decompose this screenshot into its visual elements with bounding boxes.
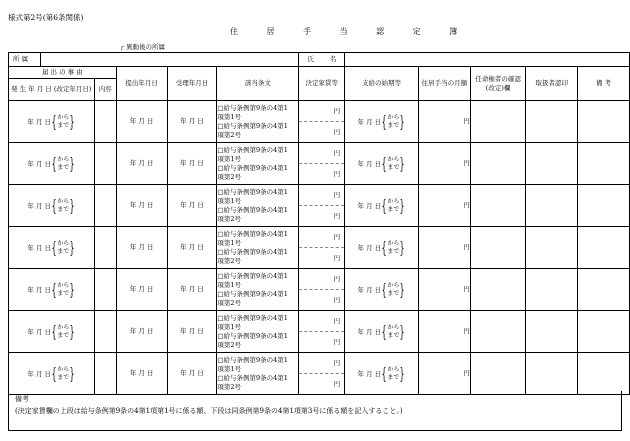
law-option-2-cont: 項第2号 (217, 130, 242, 139)
notice-reason-header: 届 出 の 事 由 (9, 67, 117, 79)
record-row (9, 185, 630, 227)
law-option-1-cont: 項第1号 (217, 112, 242, 121)
content-cell[interactable] (94, 311, 116, 353)
content-cell[interactable] (94, 185, 116, 227)
rent-lower-yen: 円 (333, 254, 341, 262)
brace-close-icon: } (399, 111, 406, 131)
approver-check-cell[interactable] (470, 311, 526, 353)
receipt-date-cell[interactable]: 年 月 日 (167, 311, 217, 353)
brace-close-icon: } (399, 153, 406, 173)
law-option-1: □給与条例第9条の4第1 (217, 355, 288, 364)
law-option-1: □給与条例第9条の4第1 (217, 229, 288, 238)
until-label: まで (387, 331, 400, 339)
submit-date-cell[interactable]: 年 月 日 (116, 311, 167, 353)
applicable-article-cell[interactable] (217, 353, 299, 395)
brace-icon: { (51, 279, 57, 299)
law-option-2: □給与条例第9条の4第1 (217, 205, 288, 214)
until-label: まで (387, 121, 400, 129)
from-until (387, 114, 399, 130)
rent-upper-yen: 円 (299, 353, 344, 374)
handler-stamp-cell[interactable] (526, 227, 578, 269)
occurrence-date-cell[interactable] (9, 227, 95, 269)
from-until (387, 324, 399, 340)
applicable-article-cell[interactable] (217, 227, 299, 269)
from-until (57, 156, 69, 172)
rent-lower-yen: 円 (333, 128, 341, 136)
affiliation-input[interactable] (40, 53, 298, 67)
date-template: 年 月 日 (357, 243, 382, 252)
content-cell[interactable] (94, 353, 116, 395)
record-row (9, 269, 630, 311)
brace-icon: { (381, 111, 387, 131)
rent-upper-yen: 円 (299, 269, 344, 290)
until-label: まで (387, 205, 400, 213)
handler-stamp-cell[interactable] (526, 143, 578, 185)
from-label: から (387, 197, 400, 205)
brace-close-icon: } (69, 111, 75, 131)
decided-rent-cell[interactable] (299, 269, 345, 311)
until-label: まで (57, 331, 70, 339)
brace-icon: { (51, 111, 57, 131)
brace-icon: { (51, 195, 57, 215)
monthly-amount-cell[interactable]: 円 (418, 101, 470, 143)
name-label: 氏 名 (299, 53, 345, 67)
applicable-article-cell[interactable] (217, 311, 299, 353)
content-header: 内容 (94, 79, 116, 101)
occurrence-date-cell[interactable] (9, 143, 95, 185)
from-until (57, 366, 69, 382)
monthly-amount-header: 住居手当の月額 (418, 67, 470, 101)
until-label: まで (57, 121, 70, 129)
from-label: から (57, 113, 70, 121)
from-label: から (57, 197, 70, 205)
content-cell[interactable] (94, 143, 116, 185)
decided-rent-cell[interactable] (299, 101, 345, 143)
date-template: 年 月 日 (27, 159, 52, 168)
remarks-cell[interactable] (578, 227, 630, 269)
applicable-article-cell[interactable] (217, 143, 299, 185)
date-template: 年 月 日 (357, 285, 382, 294)
rent-upper-yen: 円 (299, 101, 344, 122)
approver-check-cell[interactable] (470, 269, 526, 311)
brace-close-icon: } (399, 195, 406, 215)
applicable-article-cell[interactable] (217, 269, 299, 311)
receipt-date-header: 受理年月日 (167, 67, 217, 101)
remarks-cell[interactable] (578, 311, 630, 353)
from-label: から (57, 365, 70, 373)
until-label: まで (57, 163, 70, 171)
law-option-1-cont: 項第1号 (217, 154, 242, 163)
brace-close-icon: } (399, 279, 406, 299)
date-template: 年 月 日 (357, 327, 382, 336)
from-label: から (57, 239, 70, 247)
corner-mark: ┌ (120, 43, 124, 51)
handler-stamp-cell[interactable] (526, 353, 578, 395)
law-option-1: □給与条例第9条の4第1 (217, 187, 288, 196)
brace-icon: { (381, 279, 387, 299)
footer-remarks (8, 391, 622, 431)
occurrence-date-cell[interactable] (9, 311, 95, 353)
brace-close-icon: } (399, 321, 406, 341)
rent-upper-yen: 円 (299, 143, 344, 164)
brace-close-icon: } (69, 279, 75, 299)
law-option-1-cont: 項第1号 (217, 364, 242, 373)
brace-icon: { (381, 363, 387, 383)
approver-check-cell[interactable] (470, 101, 526, 143)
from-until (57, 324, 69, 340)
remarks-cell[interactable] (578, 269, 630, 311)
content-cell[interactable] (94, 101, 116, 143)
until-label: まで (57, 289, 70, 297)
approver-check-cell[interactable] (470, 185, 526, 227)
from-label: から (57, 155, 70, 163)
until-label: まで (57, 247, 70, 255)
approver-check-cell[interactable] (470, 143, 526, 185)
receipt-date-cell[interactable]: 年 月 日 (167, 353, 217, 395)
decided-rent-cell[interactable] (299, 311, 345, 353)
record-row (9, 353, 630, 395)
submit-date-cell[interactable]: 年 月 日 (116, 227, 167, 269)
occurrence-date-cell[interactable] (9, 269, 95, 311)
record-row (9, 101, 630, 143)
from-until (57, 282, 69, 298)
submit-date-cell[interactable]: 年 月 日 (116, 269, 167, 311)
rent-upper-yen: 円 (299, 227, 344, 248)
brace-close-icon: } (69, 237, 75, 257)
from-label: から (387, 281, 400, 289)
remarks-cell[interactable] (578, 143, 630, 185)
content-cell[interactable] (94, 269, 116, 311)
law-option-1: □給与条例第9条の4第1 (217, 145, 288, 154)
receipt-date-cell[interactable]: 年 月 日 (167, 269, 217, 311)
from-until (57, 198, 69, 214)
from-until (387, 198, 399, 214)
submit-date-cell[interactable]: 年 月 日 (116, 101, 167, 143)
rent-lower-yen: 円 (333, 170, 341, 178)
record-row (9, 227, 630, 269)
law-option-1-cont: 項第1号 (217, 322, 242, 331)
brace-icon: { (381, 153, 387, 173)
submit-date-cell[interactable]: 年 月 日 (116, 185, 167, 227)
receipt-date-cell[interactable]: 年 月 日 (167, 101, 217, 143)
from-label: から (57, 281, 70, 289)
until-label: まで (387, 163, 400, 171)
law-option-1-cont: 項第1号 (217, 238, 242, 247)
brace-close-icon: } (69, 321, 75, 341)
rent-upper-yen: 円 (299, 185, 344, 206)
date-template: 年 月 日 (357, 117, 382, 126)
remarks-cell[interactable] (578, 185, 630, 227)
decided-rent-cell[interactable] (299, 353, 345, 395)
brace-close-icon: } (69, 153, 75, 173)
law-option-2: □給与条例第9条の4第1 (217, 121, 288, 130)
receipt-date-cell[interactable]: 年 月 日 (167, 143, 217, 185)
from-label: から (387, 239, 400, 247)
from-label: から (57, 323, 70, 331)
from-until (387, 282, 399, 298)
remarks-cell[interactable] (578, 353, 630, 395)
law-option-1: □給与条例第9条の4第1 (217, 103, 288, 112)
law-option-2: □給与条例第9条の4第1 (217, 247, 288, 256)
submit-date-cell[interactable]: 年 月 日 (116, 143, 167, 185)
until-label: まで (387, 247, 400, 255)
from-until (57, 240, 69, 256)
date-template: 年 月 日 (27, 369, 52, 378)
from-until (57, 114, 69, 130)
law-option-2-cont: 項第2号 (217, 340, 242, 349)
after-move-note (120, 42, 165, 51)
receipt-date-cell[interactable]: 年 月 日 (167, 185, 217, 227)
submit-date-cell[interactable]: 年 月 日 (116, 353, 167, 395)
form-id: 様式第2号(第6条関係) (8, 13, 84, 22)
page-title: 住 居 手 当 認 定 簿 (230, 27, 468, 36)
rent-lower-yen: 円 (333, 338, 341, 346)
from-until (387, 366, 399, 382)
from-label: から (387, 323, 400, 331)
rent-upper-yen: 円 (299, 311, 344, 332)
applicable-article-header: 該当条文 (217, 67, 299, 101)
content-cell[interactable] (94, 227, 116, 269)
receipt-date-cell[interactable]: 年 月 日 (167, 227, 217, 269)
date-template: 年 月 日 (27, 285, 52, 294)
occurrence-date-cell[interactable] (9, 101, 95, 143)
record-row (9, 143, 630, 185)
payment-start-cell[interactable] (345, 101, 419, 143)
law-option-2-cont: 項第2号 (217, 298, 242, 307)
from-label: から (387, 365, 400, 373)
from-label: から (387, 155, 400, 163)
monthly-amount-cell[interactable]: 円 (418, 185, 470, 227)
decided-rent-cell[interactable] (299, 143, 345, 185)
applicable-article-cell[interactable] (217, 101, 299, 143)
approver-check-cell[interactable] (470, 353, 526, 395)
brace-close-icon: } (69, 195, 75, 215)
until-label: まで (57, 205, 70, 213)
law-option-1: □給与条例第9条の4第1 (217, 271, 288, 280)
occurrence-date-cell[interactable] (9, 353, 95, 395)
allowance-register-table (8, 52, 630, 395)
affiliation-label: 所 属 (9, 53, 41, 67)
payment-start-cell[interactable] (345, 353, 419, 395)
payment-start-cell[interactable] (345, 311, 419, 353)
payment-start-cell[interactable] (345, 143, 419, 185)
law-option-2: □給与条例第9条の4第1 (217, 331, 288, 340)
from-until (387, 156, 399, 172)
from-until (387, 240, 399, 256)
brace-icon: { (381, 237, 387, 257)
remarks-cell[interactable] (578, 101, 630, 143)
law-option-2: □給与条例第9条の4第1 (217, 289, 288, 298)
footer-label: 備考 (15, 395, 29, 403)
payment-start-header: 支給の始期等 (345, 67, 419, 101)
brace-close-icon: } (399, 237, 406, 257)
monthly-amount-cell[interactable]: 円 (418, 143, 470, 185)
remarks-header: 備 考 (578, 67, 630, 101)
occurrence-date-header: 発 生 年 月 日 (改定年月日) (9, 79, 95, 101)
law-option-2-cont: 項第2号 (217, 382, 242, 391)
law-option-2: □給与条例第9条の4第1 (217, 163, 288, 172)
until-label: まで (387, 373, 400, 381)
applicable-article-cell[interactable] (217, 185, 299, 227)
law-option-2: □給与条例第9条の4第1 (217, 373, 288, 382)
after-move-label: 異動後の所属 (126, 43, 165, 51)
handler-stamp-header: 取扱者認印 (526, 67, 578, 101)
date-template: 年 月 日 (27, 243, 52, 252)
law-option-1-cont: 項第1号 (217, 280, 242, 289)
brace-icon: { (51, 237, 57, 257)
approver-check-cell[interactable] (470, 227, 526, 269)
brace-icon: { (51, 321, 57, 341)
affiliation-row (9, 53, 630, 67)
date-template: 年 月 日 (357, 201, 382, 210)
approver-check-header: 任命権者の確認 (改定)欄 (470, 67, 526, 101)
rent-lower-yen: 円 (333, 296, 341, 304)
law-option-2-cont: 項第2号 (217, 214, 242, 223)
monthly-amount-cell[interactable]: 円 (418, 269, 470, 311)
decided-rent-cell[interactable] (299, 185, 345, 227)
decided-rent-header: 決定家賃等 (299, 67, 345, 101)
monthly-amount-cell[interactable]: 円 (418, 311, 470, 353)
payment-start-cell[interactable] (345, 227, 419, 269)
law-option-1-cont: 項第1号 (217, 196, 242, 205)
handler-stamp-cell[interactable] (526, 185, 578, 227)
submit-date-header: 提出年月日 (116, 67, 167, 101)
monthly-amount-cell[interactable]: 円 (418, 353, 470, 395)
brace-close-icon: } (69, 363, 75, 383)
brace-icon: { (51, 153, 57, 173)
payment-start-cell[interactable] (345, 185, 419, 227)
law-option-2-cont: 項第2号 (217, 256, 242, 265)
law-option-2-cont: 項第2号 (217, 172, 242, 181)
payment-start-cell[interactable] (345, 269, 419, 311)
until-label: まで (387, 289, 400, 297)
date-template: 年 月 日 (27, 201, 52, 210)
header-row-1 (9, 67, 630, 79)
rent-lower-yen: 円 (333, 212, 341, 220)
brace-icon: { (381, 321, 387, 341)
date-template: 年 月 日 (27, 117, 52, 126)
brace-close-icon: } (399, 363, 406, 383)
handler-stamp-cell[interactable] (526, 311, 578, 353)
handler-stamp-cell[interactable] (526, 101, 578, 143)
date-template: 年 月 日 (357, 159, 382, 168)
from-label: から (387, 113, 400, 121)
law-option-1: □給与条例第9条の4第1 (217, 313, 288, 322)
date-template: 年 月 日 (357, 369, 382, 378)
brace-icon: { (51, 363, 57, 383)
name-input[interactable] (345, 53, 630, 67)
rent-lower-yen: 円 (333, 380, 341, 388)
date-template: 年 月 日 (27, 327, 52, 336)
until-label: まで (57, 373, 70, 381)
brace-icon: { (381, 195, 387, 215)
footer-note: (決定家賃欄の上段は給与条例第9条の4第1項第1号に係る額、下段は同条例第9条の4第1項第3号に係る額を記入すること。) (15, 407, 403, 415)
record-row (9, 311, 630, 353)
decided-rent-cell[interactable] (299, 227, 345, 269)
handler-stamp-cell[interactable] (526, 269, 578, 311)
monthly-amount-cell[interactable]: 円 (418, 227, 470, 269)
occurrence-date-cell[interactable] (9, 185, 95, 227)
